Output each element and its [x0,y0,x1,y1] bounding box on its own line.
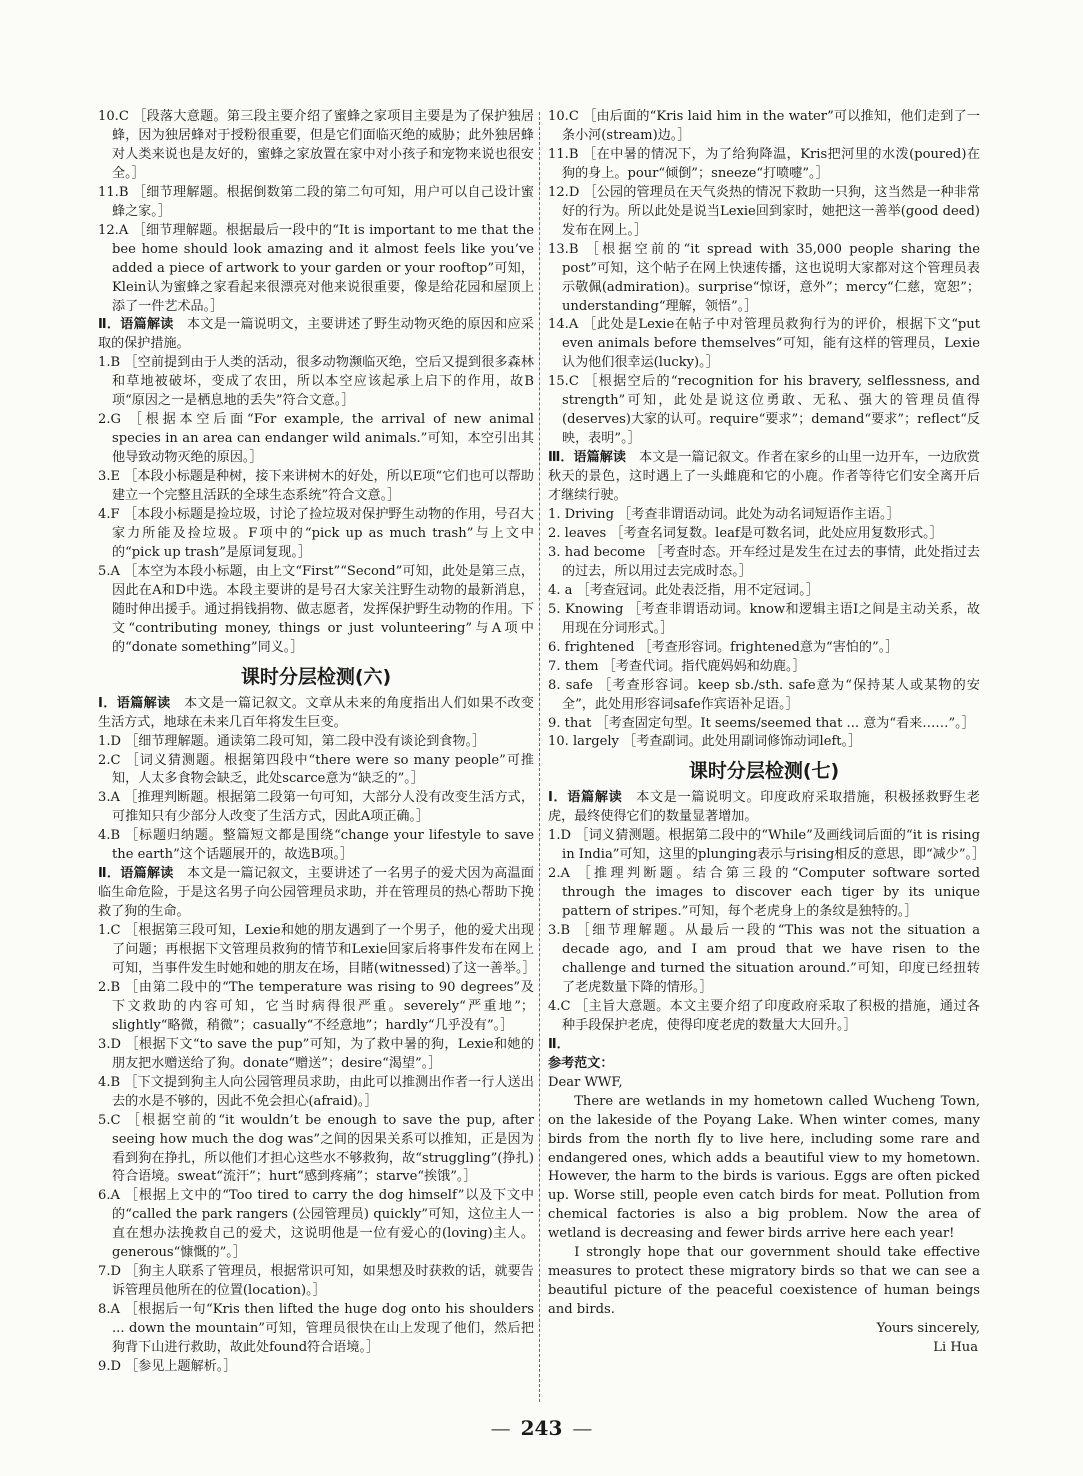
answer-item: 14.A ［此处是Lexie在帖子中对管理员救狗行为的评价，根据下文“put even animals before themselves”可知，能有这样的管理员，Lexie认为他们很幸运(lucky)。］ [548,317,980,371]
right-column [548,108,986,1358]
answer-item: 3.A ［推理判断题。根据第二段第一句可知，大部分人没有改变生活方式，可推知只有少部分人改变了生活方式，因此A项正确。］ [98,790,534,825]
letter-salutation: Dear WWF, [548,1074,623,1090]
answer-item: 15.C ［根据空后的“recognition for his bravery, selflessness, and strength”可知，此处是说这位勇敢、无私、强大的管理员值得(deserves)大家的认可。require“要求”；demand“要求”；reflect“反映，表明”。］ [548,374,980,447]
answer-item: 7.D ［狗主人联系了管理员，根据常识可知，如果想及时获救的话，就要告诉管理员他所在的位置(location)。］ [98,1264,534,1299]
section-heading-six: 课时分层检测(六) [240,665,392,688]
answer-item: 5.A ［本空为本段小标题，由上文“First”“Second”可知，此处是第三点，因此在A和D中选。本段主要讲的是号召大家关注野生动物的最新消息，随时伸出援手。通过捐钱捐物、做志愿者，发挥保护野生动物的作用。下文“contributing money, things or just volunteering”与A项中的“donate something”同义。］ [98,563,534,655]
answer-item: 10.C ［段落大意题。第三段主要介绍了蜜蜂之家项目主要是为了保护独居蜂，因为独居蜂对于授粉很重要，但是它们面临灭绝的威胁；此外独居蜂对人类来说也是友好的，蜜蜂之家放置在家中对小孩子和宠物来说也很安全。］ [98,109,534,181]
answer-item: 4.B ［标题归纳题。整篇短文都是围绕“change your lifestyle to save the earth”这个话题展开的，故选B项。］ [98,828,534,863]
answer-item: 11.B ［在中暑的情况下，为了给狗降温，Kris把河里的水泼(poured)在狗的身上。pour“倾倒”；sneeze“打喷嚏”。］ [548,146,980,181]
section-header: Ⅰ．语篇解读 本文是一篇说明文。印度政府采取措施，积极拯救野生老虎，最终使得它们的数量显著增加。 [548,790,981,825]
answer-item: 8.A ［根据后一句“Kris then lifted the huge dog onto his shoulders ... down the mountain”可知，管理员很快在山上发现了他们，然后把狗背下山进行救助，故此处found符合语境。］ [98,1302,534,1356]
answer-item: 3.E ［本段小标题是种树，接下来讲树木的好处，所以E项“它们也可以帮助建立一个完整且活跃的全球生态系统”符合文意。］ [98,469,534,504]
answer-item: 1.B ［空前提到由于人类的活动，很多动物濒临灭绝，空后又提到很多森林和草地被破坏，变成了农田，所以本空应该起承上启下的作用，故B项“原因之一是栖息地的丢失”符合文意。］ [98,355,534,409]
section-header: Ⅱ．语篇解读 本文是一篇记叙文，主要讲述了一名男子的爱犬因为高温面临生命危险，于是这名男子向公园管理员求助，并在管理员的热心帮助下挽救了狗的生命。 [98,866,535,920]
answer-item: 7. them ［考查代词。指代鹿妈妈和幼鹿。］ [548,658,806,674]
answer-item: 5. Knowing ［考查非谓语动词。know和逻辑主语I之间是主动关系，故用现在分词形式。］ [548,601,980,636]
answer-item: 12.A ［细节理解题。根据最后一段中的“It is important to me that the bee home should look amazing and it almost feels like you’ve added a piece of artwork to your garden or your rooftop”可知，Klein认为蜜蜂之家看起来很漂亮对他来说很重要，像是给花园和屋顶上添了一件艺术品。］ [98,222,534,314]
column-divider [539,112,540,1402]
letter-paragraph: There are wetlands in my hometown called Wucheng Town, on the lakeside of the Poyang Lake. When winter comes, many birds from the north fly to live here, including some rare and endangered ones, which adds a beautiful view to my hometown. However, the harm to the birds is various. Eggs are often picked up. Worse still, people even catch birds for meat. Pollution from chemical factories is also a big problem. Now the area of wetland is decreasing and fewer birds arrive here each year! [548,1093,980,1242]
answer-item: 5.C ［根据空前的“it wouldn’t be enough to save the pup, after seeing how much the dog was”之间的因果关系可以推知，正是因为看到狗在挣扎，所以他们才担心这些水不够救狗，故“struggling”(挣扎)符合语境。sweat“流汗”；hurt“感到疼痛”；starve“挨饿”。］ [98,1112,534,1185]
left-column [98,108,534,1377]
section-header: Ⅰ．语篇解读 本文是一篇记叙文。文章从未来的角度指出人们如果不改变生活方式，地球在未来几百年将发生巨变。 [98,695,535,730]
letter-body [548,1093,980,1320]
answer-item: 8. safe ［考查形容词。keep sb./sth. safe意为“保持某人或某物的安全”，此处用形容词safe作宾语补足语。］ [548,677,980,712]
answer-item: 10.C ［由后面的“Kris laid him in the water”可以推知，他们走到了一条小河(stream)边。］ [548,109,980,143]
answer-list-dog-rescue [98,922,534,1377]
answer-item: 11.B ［细节理解题。根据倒数第二段的第二句可知，用户可以自己设计蜜蜂之家。］ [98,184,534,219]
answer-item: 1.D ［词义猜测题。根据第二段中的“While”及画线词后面的“it is rising in India”可知，这里的plunging表示与rising相反的意思，即“减少”。］ [548,828,986,863]
answer-item: 13.B ［根据空前的“it spread with 35,000 people sharing the post”可知，这个帖子在网上快速传播，这也说明大家都对这个管理员表示敬佩(admiration)。surprise“惊讶，意外”；mercy“仁慈，宽恕”；understanding“理解，领悟”。］ [548,241,980,314]
section-heading-seven: 课时分层检测(七) [688,760,840,783]
answer-item: 4.B ［下文提到狗主人向公园管理员求助，由此可以推测出作者一行人送出去的水是不够的，因此不免会担心(afraid)。］ [98,1074,534,1109]
answer-item: 6.A ［根据上文中的“Too tired to carry the dog himself”以及下文中的“called the park rangers (公园管理员) quickly”可知，这位主人一直在想办法挽救自己的爱犬，这说明他是一位有爱心的(loving)主人。generous“慷慨的”。］ [98,1188,534,1261]
answer-item: 3.B ［细节理解题。从最后一段的“This was not the situation a decade ago, and I am proud that we have risen to the challenge and turned the situation around.”可知，印度已经扭转了老虎数量下降的情形。］ [548,923,980,995]
answer-item: 1. Driving ［考查非谓语动词。此处为动名词短语作主语。］ [548,507,900,523]
answer-list-future-earth [98,733,534,866]
letter-paragraph: I strongly hope that our government should take effective measures to protect these migratory birds so that we can see a beautiful picture of the peaceful coexistence of human beings and birds. [548,1245,980,1318]
answer-item: 12.D ［公园的管理员在天气炎热的情况下救助一只狗，这当然是一种非常好的行为。所以此处是说当Lexie回到家时，她把这一善举(good deed)发布在网上。］ [548,184,980,238]
answer-item: 4.C ［主旨大意题。本文主要介绍了印度政府采取了积极的措施，通过各种手段保护老虎，使得印度老虎的数量大大回升。］ [548,998,980,1033]
answer-item: 1.C ［根据第三段可知，Lexie和她的朋友遇到了一个男子，他的爱犬出现了问题；再根据下文管理员救狗的情节和Lexie回家后将事件发布在网上可知，当事件发生时她和她的朋友在场，目睹(witnessed)了这一善举。］ [98,923,536,976]
answer-list-bee-home [98,108,534,316]
answer-item: 2.C ［词义猜测题。根据第四段中“there were so many people”可推知，人太多食物会缺乏，此处scarce意为“缺乏的”。］ [98,752,534,787]
answer-item: 9. that ［考查固定句型。It seems/seemed that ... 意为“看来……”。］ [548,715,975,731]
sample-essay-label: 参考范文： [548,1055,614,1071]
section-header: Ⅱ． [548,1036,570,1052]
answer-item: 1.D ［细节理解题。通读第二段可知，第二段中没有谈论到食物。］ [98,733,486,749]
answer-item: 2.G ［根据本空后面“For example, the arrival of new animal species in an area can endanger wild animals.”可知，本空引出其他导致动物灭绝的原因。］ [98,412,534,466]
answer-item: 2. leaves ［考查名词复数。leaf是可数名词，此处应用复数形式。］ [548,525,943,541]
answer-item: 4. a ［考查冠词。此处表泛指，用不定冠词。］ [548,582,819,598]
answer-list-grammar [548,506,980,752]
answer-list-tigers [548,827,986,1035]
answer-item: 6. frightened ［考查形容词。frightened意为“害怕的”。］ [548,639,899,655]
answer-item: 10. largely ［考查副词。此处用副词修饰动词left。］ [548,734,862,750]
answer-item: 4.F ［本段小标题是捡垃圾，讨论了捡垃圾对保护野生动物的作用，号召大家力所能及捡垃圾。F项中的“pick up as much trash”与上文中的“pick up trash”是原词复现。］ [98,507,534,560]
letter-signature: Li Hua [933,1340,978,1356]
answer-list-dog-rescue-cont [548,108,980,449]
letter-closing: Yours sincerely, [876,1321,980,1337]
answer-item: 9.D ［参见上题解析。］ [98,1359,237,1374]
answer-item: 2.A ［推理判断题。结合第三段的“Computer software sorted through the images to discover each tiger by its unique pattern of stripes.”可知，每个老虎身上的条纹是独特的。］ [548,866,980,920]
page-number: — 243 — [490,1416,593,1440]
section-header: Ⅲ．语篇解读 本文是一篇记叙文。作者在家乡的山里一边开车，一边欣赏秋天的景色，这时遇上了一头雌鹿和它的小鹿。作者等待它们安全离开后才继续行驶。 [548,450,981,504]
answer-list-wildlife [98,354,534,657]
answer-item: 3.D ［根据下文“to save the pup”可知，为了救中暑的狗，Lexie和她的朋友把水赠送给了狗。donate“赠送”；desire“渴望”。］ [98,1036,534,1071]
section-header: Ⅱ．语篇解读 本文是一篇说明文，主要讲述了野生动物灭绝的原因和应采取的保护措施。 [98,317,535,352]
answer-item: 2.B ［由第二段中的“The temperature was rising to 90 degrees”及下文救助的内容可知，它当时病得很严重。severely“严重地”；slightly“略微，稍微”；casually“不经意地”；hardly“几乎没有”。］ [98,979,534,1033]
answer-item: 3. had become ［考查时态。开车经过是发生在过去的事情，此处指过去的过去，所以用过去完成时态。］ [548,544,980,579]
